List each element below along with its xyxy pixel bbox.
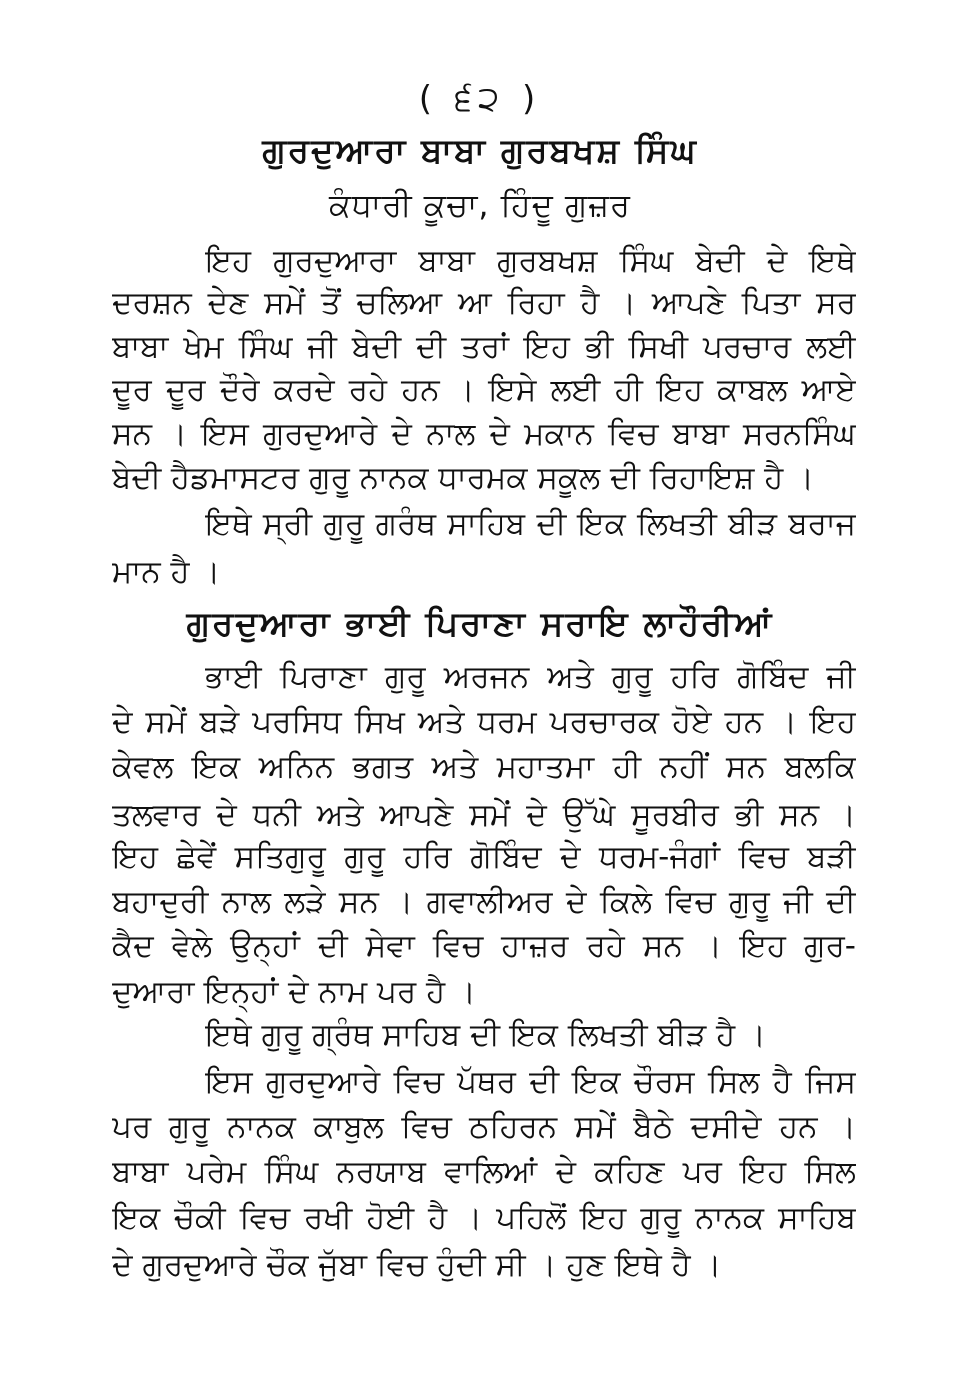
paragraph-line: ਦੁਆਰਾ ਇਨ੍ਹਾਂ ਦੇ ਨਾਮ ਪਰ ਹੈ । (112, 974, 476, 1010)
paragraph-line: ਸਨ । ਇਸ ਗੁਰਦੁਆਰੇ ਦੇ ਨਾਲ ਦੇ ਮਕਾਨ ਵਿਚ ਬਾਬਾ ਸਰਨਸਿੰਘ (112, 416, 856, 452)
paragraph-line: ਬੇਦੀ ਹੈਡਮਾਸਟਰ ਗੁਰੂ ਨਾਨਕ ਧਾਰਮਕ ਸਕੂਲ ਦੀ ਰਿਹਾਇਸ਼ ਹੈ । (112, 460, 814, 496)
paragraph-line: ਦੇ ਸਮੇਂ ਬੜੇ ਪਰਸਿਧ ਸਿਖ ਅਤੇ ਧਰਮ ਪਰਚਾਰਕ ਹੋਏ ਹਨ । ਇਹ (112, 704, 856, 740)
paragraph-line: ਇਸ ਗੁਰਦੁਆਰੇ ਵਿਚ ਪੱਥਰ ਦੀ ਇਕ ਚੌਰਸ ਸਿਲ ਹੈ ਜਿਸ (205, 1064, 856, 1100)
section-title-bhai-pirana: ਗੁਰਦੁਆਰਾ ਭਾਈ ਪਿਰਾਣਾ ਸਰਾਇ ਲਾਹੌਰੀਆਂ (186, 604, 774, 644)
paragraph-line: ਬਹਾਦੁਰੀ ਨਾਲ ਲੜੇ ਸਨ । ਗਵਾਲੀਅਰ ਦੇ ਕਿਲੇ ਵਿਚ ਗੁਰੂ ਜੀ ਦੀ (112, 884, 856, 920)
paragraph-line: ਕੈਦ ਵੇਲੇ ਉਨ੍ਹਾਂ ਦੀ ਸੇਵਾ ਵਿਚ ਹਾਜ਼ਰ ਰਹੇ ਸਨ । ਇਹ ਗੁਰ- (112, 928, 856, 964)
page-number: ( ੬੨ ) (418, 79, 542, 119)
paragraph-line: ਦਰਸ਼ਨ ਦੇਣ ਸਮੇਂ ਤੋਂ ਚਲਿਆ ਆ ਰਿਹਾ ਹੈ । ਆਪਣੇ ਪਿਤਾ ਸਰ (112, 285, 856, 321)
paragraph-line: ਕੇਵਲ ਇਕ ਅਨਿਨ ਭਗਤ ਅਤੇ ਮਹਾਤਮਾ ਹੀ ਨਹੀਂ ਸਨ ਬਲਕਿ (112, 749, 856, 785)
paragraph-line: ਇਕ ਚੌਕੀ ਵਿਚ ਰਖੀ ਹੋਈ ਹੈ । ਪਹਿਲੋਂ ਇਹ ਗੁਰੂ ਨਾਨਕ ਸਾਹਿਬ (112, 1200, 856, 1236)
paragraph-line: ਪਰ ਗੁਰੂ ਨਾਨਕ ਕਾਬੁਲ ਵਿਚ ਠਹਿਰਨ ਸਮੇਂ ਬੈਠੇ ਦਸੀਦੇ ਹਨ । (112, 1109, 856, 1145)
paragraph-line: ਤਲਵਾਰ ਦੇ ਧਨੀ ਅਤੇ ਆਪਣੇ ਸਮੇਂ ਦੇ ਉੱਘੇ ਸੂਰਬੀਰ ਭੀ ਸਨ । (112, 797, 856, 833)
paragraph-line: ਇਥੇ ਗੁਰੂ ਗ੍ਰੰਥ ਸਾਹਿਬ ਦੀ ਇਕ ਲਿਖਤੀ ਬੀੜ ਹੈ । (205, 1017, 766, 1053)
paragraph-line: ਇਥੇ ਸ੍ਰੀ ਗੁਰੂ ਗਰੰਥ ਸਾਹਿਬ ਦੀ ਇਕ ਲਿਖਤੀ ਬੀੜ ਬਰਾਜ (205, 506, 856, 542)
section-title-gurbakhsh-singh: ਗੁਰਦੁਆਰਾ ਬਾਬਾ ਗੁਰਬਖਸ਼ ਸਿੰਘ (262, 131, 698, 171)
paragraph-line: ਬਾਬਾ ਖੇਮ ਸਿੰਘ ਜੀ ਬੇਦੀ ਦੀ ਤਰਾਂ ਇਹ ਭੀ ਸਿਖੀ ਪਰਚਾਰ ਲਈ (112, 329, 856, 365)
paragraph-line: ਬਾਬਾ ਪਰੇਮ ਸਿੰਘ ਨਰਯਾਬ ਵਾਲਿਆਂ ਦੇ ਕਹਿਣ ਪਰ ਇਹ ਸਿਲ (112, 1154, 856, 1190)
paragraph-line: ਇਹ ਗੁਰਦੁਆਰਾ ਬਾਬਾ ਗੁਰਬਖਸ਼ ਸਿੰਘ ਬੇਦੀ ਦੇ ਇਥੇ (205, 243, 856, 279)
paragraph-line: ਇਹ ਛੇਵੇਂ ਸਤਿਗੁਰੂ ਗੁਰੂ ਹਰਿ ਗੋਬਿੰਦ ਦੇ ਧਰਮ-ਜੰਗਾਂ ਵਿਚ ਬੜੀ (112, 839, 856, 875)
paragraph-line: ਭਾਈ ਪਿਰਾਣਾ ਗੁਰੂ ਅਰਜਨ ਅਤੇ ਗੁਰੂ ਹਰਿ ਗੋਬਿੰਦ ਜੀ (205, 659, 856, 695)
paragraph-line: ਦੂਰ ਦੂਰ ਦੌਰੇ ਕਰਦੇ ਰਹੇ ਹਨ । ਇਸੇ ਲਈ ਹੀ ਇਹ ਕਾਬਲ ਆਏ (112, 372, 856, 408)
paragraph-line: ਮਾਨ ਹੈ । (112, 554, 221, 590)
paragraph-line: ਦੇ ਗੁਰਦੁਆਰੇ ਚੌਕ ਜੁੱਬਾ ਵਿਚ ਹੁੰਦੀ ਸੀ । ਹੁਣ ਇਥੇ ਹੈ । (112, 1247, 722, 1283)
section-subtitle-location: ਕੰਧਾਰੀ ਕੂਚਾ, ਹਿੰਦੂ ਗੁਜ਼ਰ (329, 186, 631, 224)
